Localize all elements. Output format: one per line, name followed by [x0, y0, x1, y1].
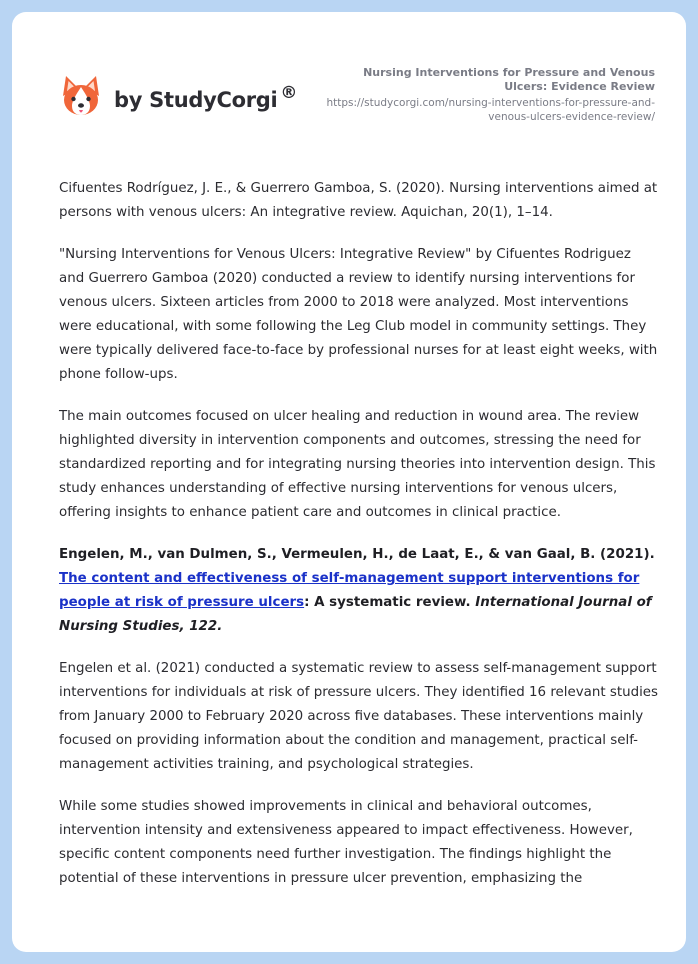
studycorgi-logo[interactable] — [60, 74, 297, 118]
document-url[interactable]: https://studycorgi.com/nursing-interventions-for-pressure-and-venous-ulcers-evidence-review/ — [326, 97, 655, 123]
document-body — [59, 177, 659, 909]
paragraph: While some studies showed improvements in clinical and behavioral outcomes, intervention intensity and extensiveness appeared to impact effectiveness. However, specific content components need further investigation. The findings highlight the potential of these interventions in pressure ulcer prevention, emphasizing the — [59, 799, 633, 886]
reference-journal: International Journal of Nursing Studies, 122. — [59, 595, 652, 634]
reference-authors: Engelen, M., van Dulmen, S., Vermeulen, H., de Laat, E., & van Gaal, B. (2021). — [59, 547, 655, 562]
reference-engelen — [59, 543, 659, 639]
reference-subtitle: : A systematic review. — [304, 595, 476, 610]
reference-cifuentes: Cifuentes Rodríguez, J. E., & Guerrero Gamboa, S. (2020). Nursing interventions aimed at persons with venous ulcers: An integrative review. Aquichan, 20(1), 1–14. — [59, 181, 658, 220]
paragraph: "Nursing Interventions for Venous Ulcers: Integrative Review" by Cifuentes Rodriguez and Guerrero Gamboa (2020) conducted a review to identify nursing interventions for venous ulcers. Sixteen articles from 2000 to 2018 were analyzed. Most interventions were educational, with some following the Leg Club model in community settings. They were typically delivered face-to-face by professional nurses for at least eight weeks, with phone follow-ups. — [59, 247, 658, 382]
document-title: Nursing Interventions for Pressure and Venous Ulcers: Evidence Review — [363, 66, 655, 93]
corgi-icon — [60, 74, 102, 118]
paragraph: The main outcomes focused on ulcer healing and reduction in wound area. The review highlighted diversity in intervention components and outcomes, stressing the need for standardized reporting and for integrating nursing theories into intervention design. This study enhances understanding of effective nursing interventions for venous ulcers, offering insights to enhance patient care and outcomes in clinical practice. — [59, 409, 656, 520]
reference-title-link[interactable]: The content and effectiveness of self-management support interventions for people at risk of pressure ulcers — [59, 571, 640, 610]
document-card — [12, 12, 686, 952]
document-meta — [325, 66, 655, 124]
paragraph: Engelen et al. (2021) conducted a systematic review to assess self-management support interventions for individuals at risk of pressure ulcers. They identified 16 relevant studies from January 2000 to February 2020 across five databases. These interventions mainly focused on providing information about the condition and management, practical self-management activities training, and psychological strategies. — [59, 661, 659, 772]
logo-text: by StudyCorgi ® — [114, 83, 298, 112]
registered-mark: ® — [280, 83, 298, 103]
